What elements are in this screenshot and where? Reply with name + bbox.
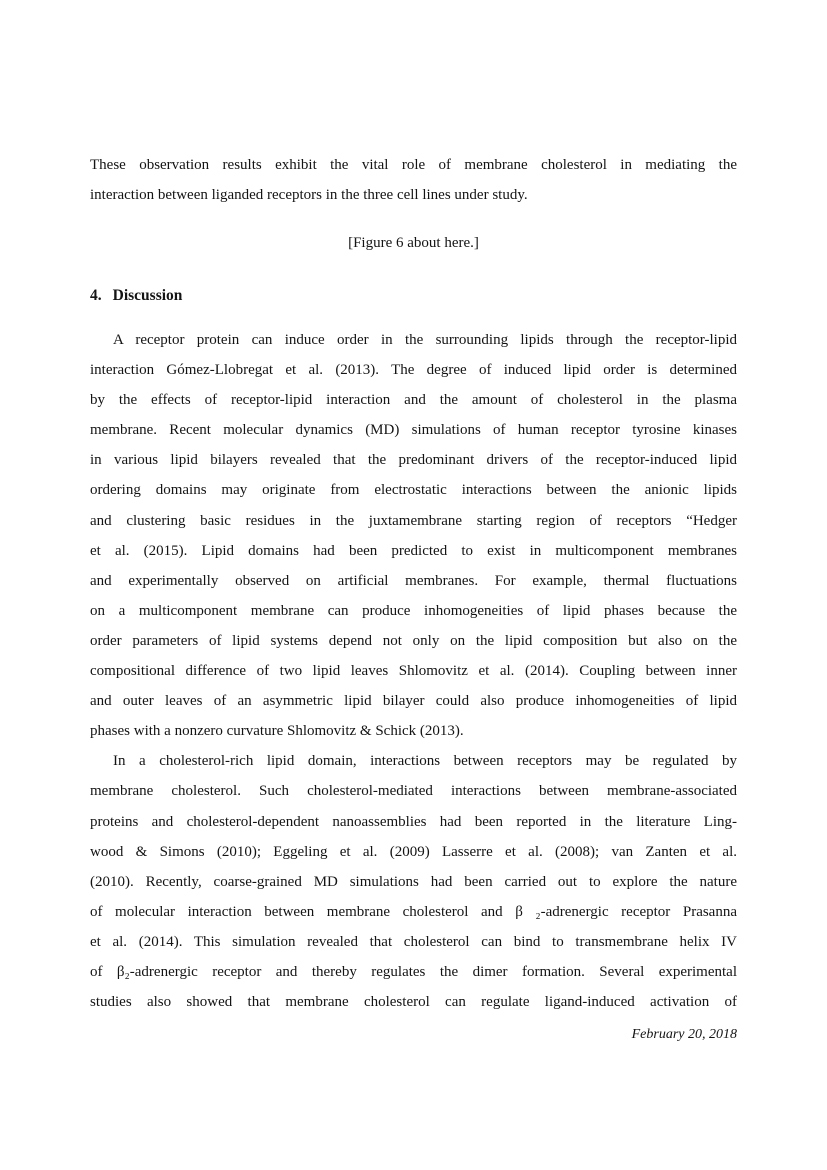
- paragraph-2: [90, 746, 737, 1017]
- section-title: Discussion: [112, 287, 183, 304]
- text-line: in various lipid bilayers revealed that the predominant drivers of the receptor-induced lipid: [90, 452, 737, 469]
- text-line: (2010). Recently, coarse-grained MD simulations had been carried out to explore the nature: [90, 873, 737, 890]
- figure-placeholder: [Figure 6 about here.]: [348, 235, 479, 251]
- text-line: and experimentally observed on artificial membranes. For example, thermal fluctuations: [90, 572, 737, 589]
- text-line: compositional difference of two lipid leaves Shlomovitz et al. (2014). Coupling between inner: [90, 663, 737, 680]
- text-line: et al. (2015). Lipid domains had been predicted to exist in multicomponent membranes: [90, 542, 737, 559]
- footer-date: February 20, 2018: [631, 1027, 737, 1042]
- text-line: of β₂-adrenergic receptor and thereby regulates the dimer formation. Several experimental: [90, 963, 737, 980]
- text-line: order parameters of lipid systems depend not only on the lipid composition but also on the: [90, 632, 737, 649]
- text-line: proteins and cholesterol-dependent nanoassemblies had been reported in the literature Ling-: [90, 813, 737, 830]
- section-heading: [90, 281, 737, 311]
- text-line: by the effects of receptor-lipid interaction and the amount of cholesterol in the plasma: [90, 392, 737, 409]
- text-line: ordering domains may originate from electrostatic interactions between the anionic lipids: [90, 482, 737, 499]
- continuation-paragraph: [90, 150, 737, 210]
- text-line: et al. (2014). This simulation revealed that cholesterol can bind to transmembrane helix IV: [90, 933, 737, 950]
- text-line: interaction Gómez-Llobregat et al. (2013). The degree of induced lipid order is determined: [90, 362, 737, 379]
- text-line: These observation results exhibit the vital role of membrane cholesterol in mediating the: [90, 157, 737, 173]
- section-number: 4.: [90, 287, 102, 304]
- discussion-body: [90, 325, 737, 1017]
- text-line: and clustering basic residues in the juxtamembrane starting region of receptors “Hedger: [90, 512, 737, 529]
- text-line: In a cholesterol-rich lipid domain, interactions between receptors may be regulated by: [113, 753, 737, 770]
- text-line: interaction between liganded receptors in the three cell lines under study.: [90, 187, 528, 204]
- text-line: A receptor protein can induce order in the surrounding lipids through the receptor-lipid: [113, 332, 737, 348]
- text-line: on a multicomponent membrane can produce inhomogeneities of lipid phases because the: [90, 602, 737, 619]
- text-line: and outer leaves of an asymmetric lipid bilayer could also produce inhomogeneities of lipid: [90, 693, 737, 710]
- text-line: wood & Simons (2010); Eggeling et al. (2009) Lasserre et al. (2008); van Zanten et al.: [90, 843, 737, 860]
- paragraph-1: [90, 325, 737, 746]
- text-line: membrane. Recent molecular dynamics (MD) simulations of human receptor tyrosine kinases: [90, 422, 737, 439]
- text-line: membrane cholesterol. Such cholesterol-mediated interactions between membrane-associated: [90, 783, 737, 800]
- text-line: studies also showed that membrane cholesterol can regulate ligand-induced activation of: [90, 994, 737, 1011]
- text-line: of molecular interaction between membrane cholesterol and β ₂-adrenergic receptor Prasanna: [90, 903, 737, 920]
- text-line: phases with a nonzero curvature Shlomovitz & Schick (2013).: [90, 723, 464, 740]
